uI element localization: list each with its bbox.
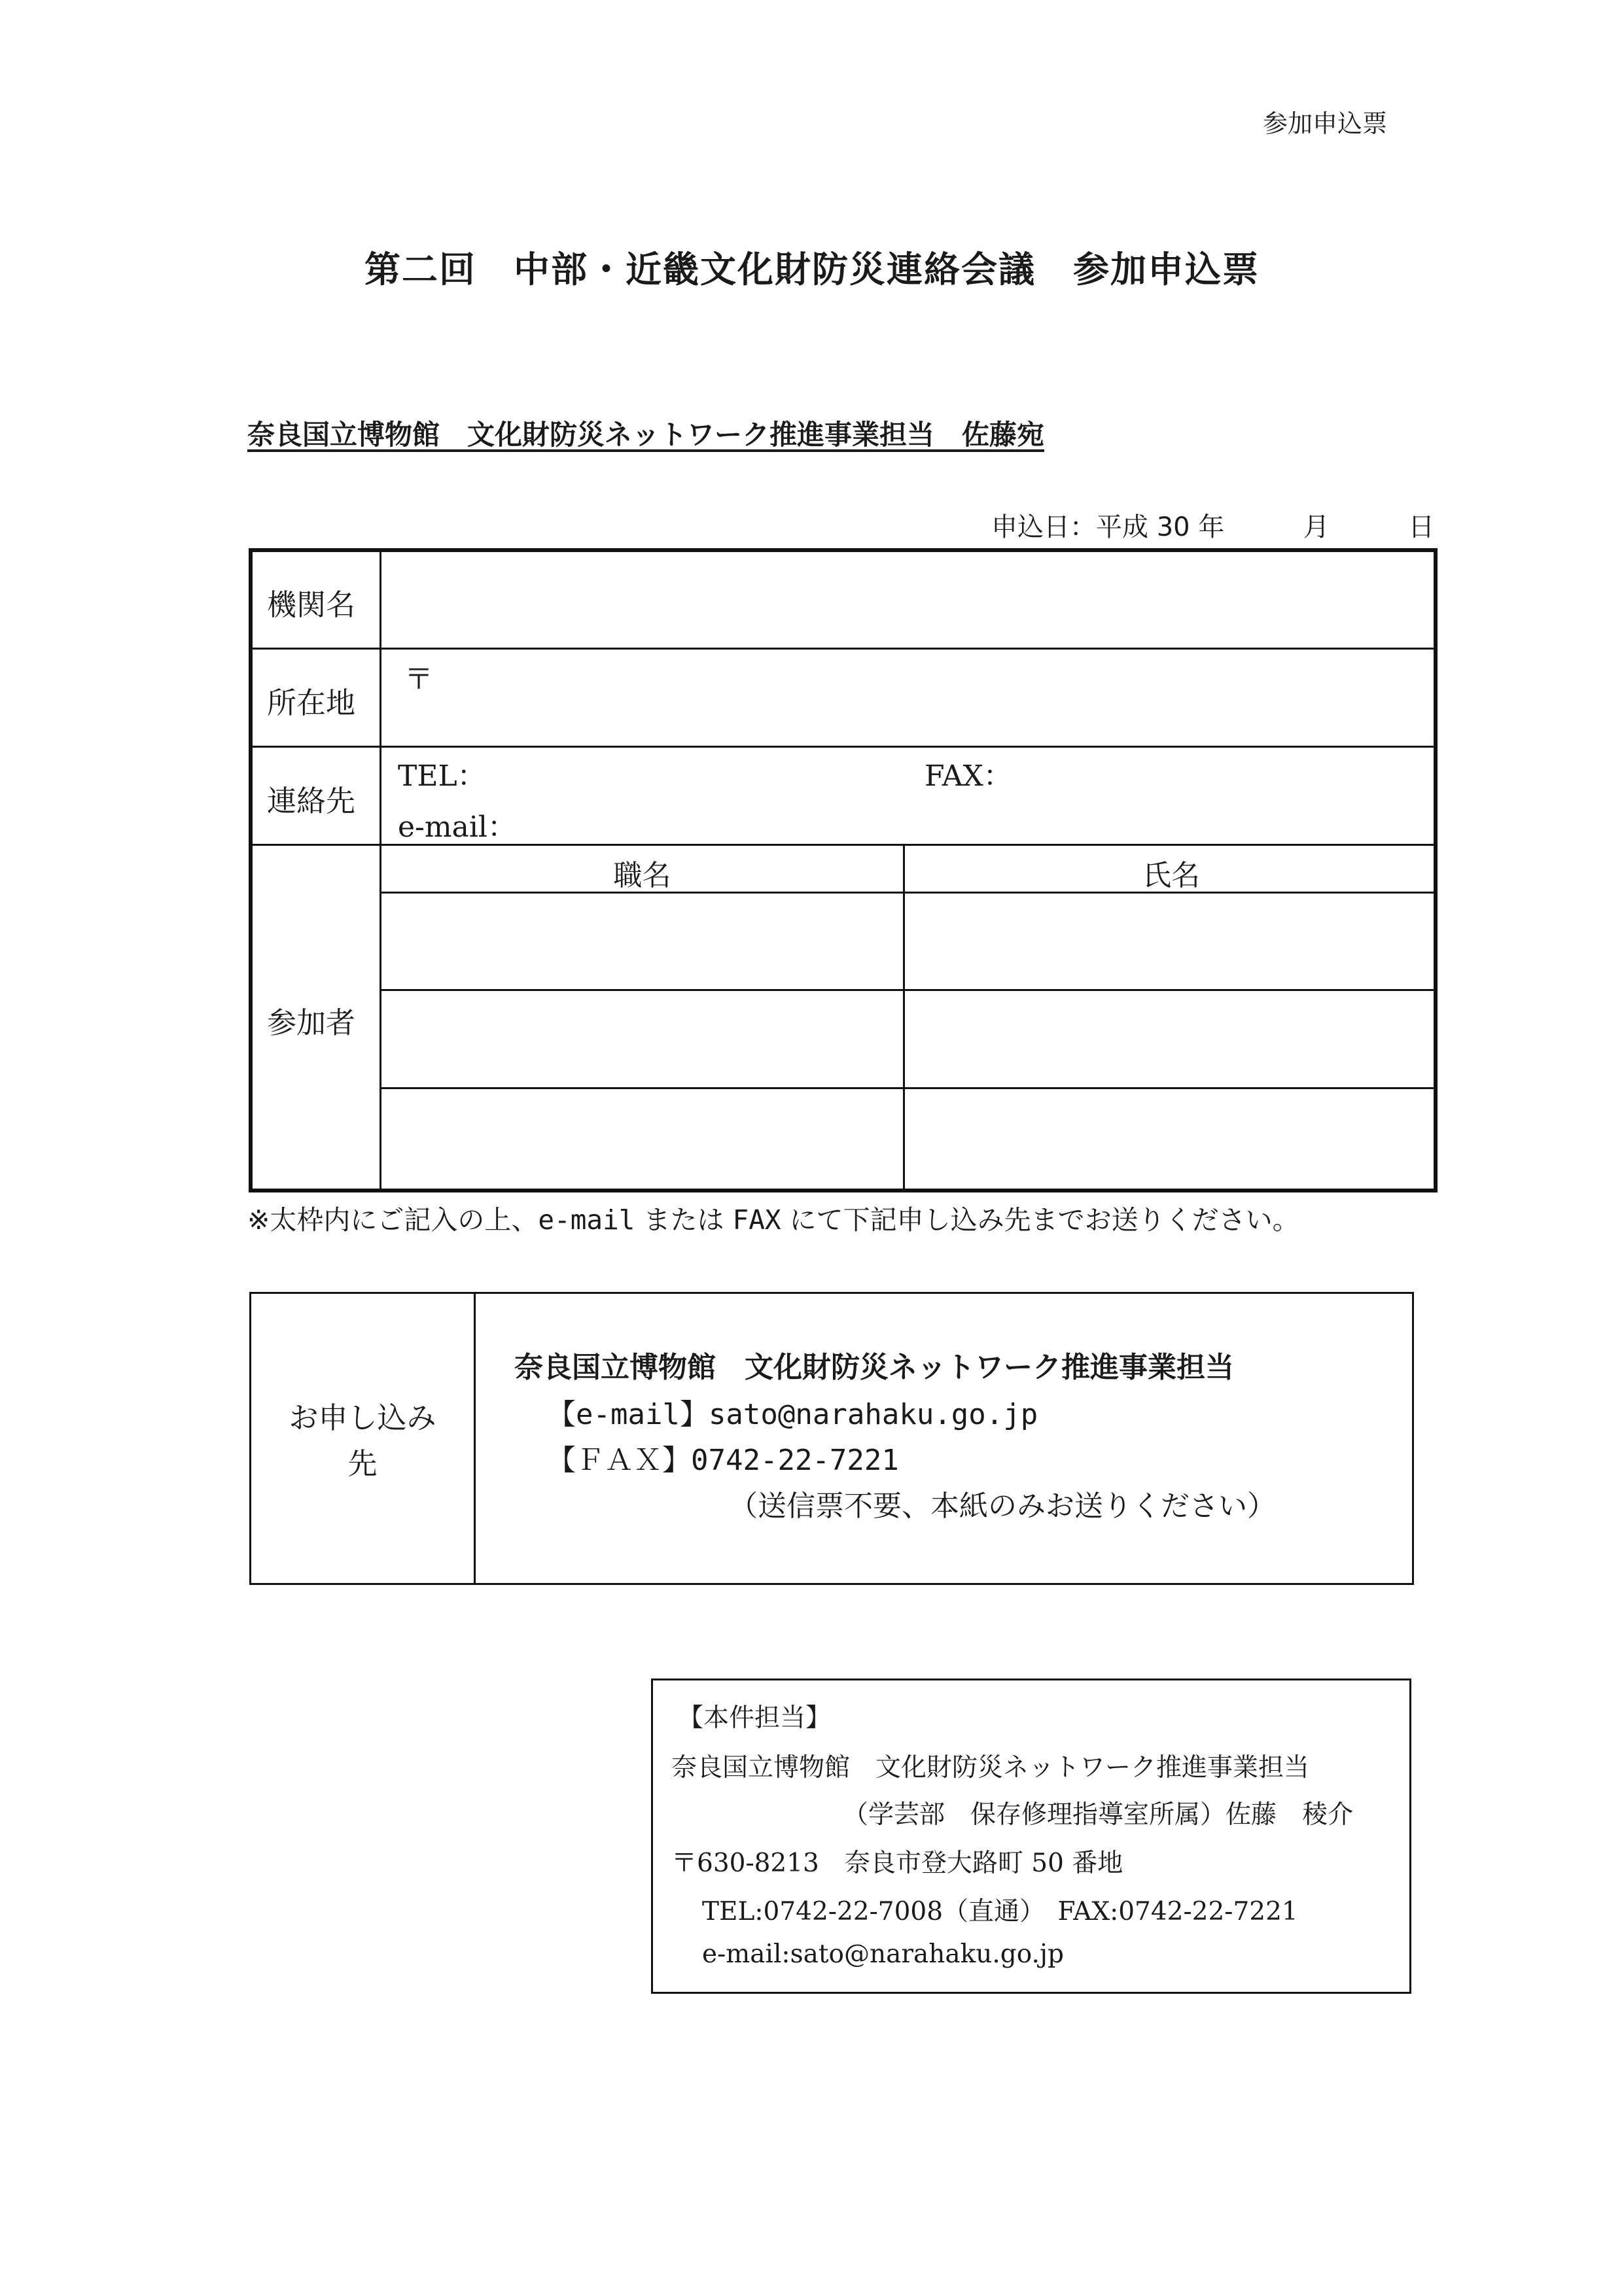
contact-heading: 【本件担当】 [678, 1703, 832, 1733]
email-field[interactable] [554, 796, 1430, 844]
destination-org: 奈良国立博物館 文化財防災ネットワーク推進事業担当 [514, 1351, 1234, 1384]
org-name-field[interactable] [381, 552, 1438, 648]
submission-note [247, 1198, 1299, 1237]
participant-3-name-field[interactable] [905, 1089, 1438, 1192]
contact-department: （学芸部 保存修理指導室所属）佐藤 稜介 [843, 1800, 1354, 1830]
participant-2-position-field[interactable] [381, 991, 903, 1087]
participant-3-position-field[interactable] [381, 1089, 903, 1192]
form-corner-label: 参加申込票 [1263, 109, 1388, 138]
destination-divider [474, 1294, 476, 1583]
address-field[interactable] [381, 650, 1438, 746]
note-fax-word: FAX [732, 1204, 781, 1236]
application-date [991, 506, 1434, 544]
contact-address: 〒630-8213 奈良市登大路町 50 番地 [671, 1849, 1123, 1878]
column-header-name: 氏名 [1142, 859, 1200, 892]
tel-label: TEL： [398, 759, 486, 793]
fax-field[interactable] [1064, 748, 1430, 796]
destination-label-line2: 先 [347, 1446, 378, 1481]
tel-field[interactable] [527, 748, 894, 796]
note-mid: または [635, 1204, 733, 1236]
org-name-label: 機関名 [267, 587, 356, 622]
contact-org: 奈良国立博物館 文化財防災ネットワーク推進事業担当 [671, 1753, 1310, 1783]
note-prefix: ※太枠内にご記入の上、 [247, 1204, 538, 1236]
contact-phone: TEL:0742-22-7008（直通） FAX:0742-22-7221 [702, 1897, 1298, 1926]
contact-label: 連絡先 [267, 784, 356, 818]
date-month-label: 月 [1303, 512, 1330, 542]
destination-label-line1: お申し込み [289, 1400, 436, 1435]
column-header-position: 職名 [613, 859, 671, 892]
note-email-word: e-mail [538, 1204, 635, 1236]
contact-email: e-mail:sato@narahaku.go.jp [702, 1939, 1064, 1969]
participant-1-position-field[interactable] [381, 894, 903, 989]
page-title: 第二回 中部・近畿文化財防災連絡会議 参加申込票 [364, 249, 1260, 290]
date-day-label: 日 [1408, 512, 1435, 542]
email-label: e-mail： [398, 810, 517, 844]
contact-person-box [651, 1679, 1411, 1994]
note-suffix: にて下記申し込み先までお送りください。 [781, 1204, 1299, 1236]
addressee-line: 奈良国立博物館 文化財防災ネットワーク推進事業担当 佐藤宛 [247, 419, 1045, 451]
destination-fax: 【ＦＡＸ】0742-22-7221 [547, 1444, 899, 1477]
date-label: 申込日：平成 30 年 [991, 512, 1225, 542]
participant-1-name-field[interactable] [905, 894, 1438, 989]
application-form [249, 548, 1438, 1192]
postal-mark: 〒 [404, 663, 433, 696]
destination-email: 【e-mail】sato@narahaku.go.jp [547, 1398, 1038, 1431]
destination-fax-note: （送信票不要、本紙のみお送りください） [729, 1489, 1276, 1523]
participants-label: 参加者 [267, 1005, 356, 1040]
submission-destination-box [249, 1292, 1414, 1585]
participant-2-name-field[interactable] [905, 991, 1438, 1087]
address-label: 所在地 [267, 686, 356, 720]
fax-label: FAX： [925, 759, 1012, 793]
